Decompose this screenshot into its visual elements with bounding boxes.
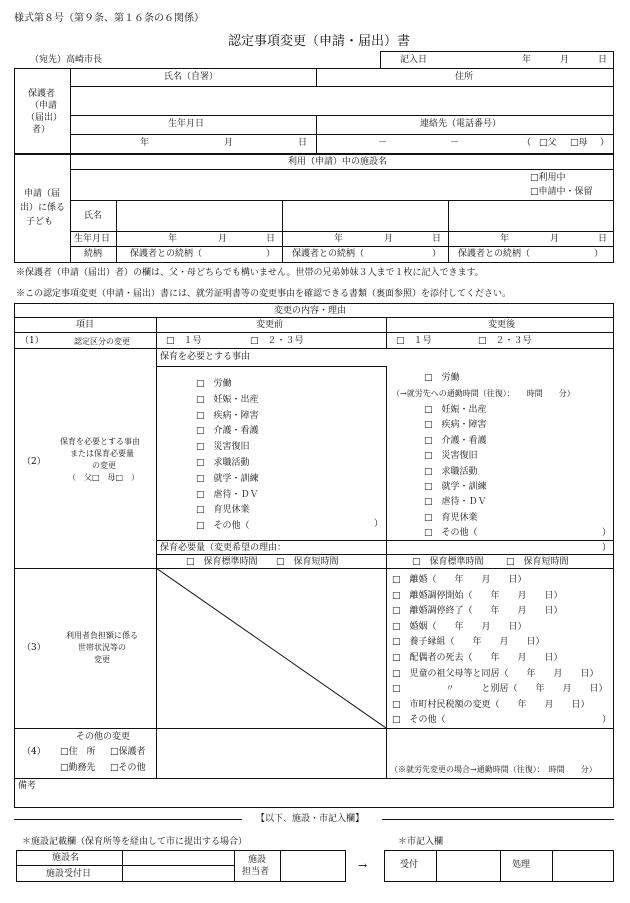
remarks-label: 備考 (18, 781, 37, 791)
guardian-name-label: 氏名（自署） (164, 72, 219, 82)
household-item-label: その他（ (409, 715, 446, 726)
facility-name-label: 施設名 (52, 853, 80, 863)
remarks-field[interactable] (15, 794, 613, 807)
note-1: ※保護者（申請（届出）者）の欄は、父・母どちらでも構いません。世帯の兄弟姉妹３人まで１枚に記入できます。 (16, 268, 484, 278)
before-short-checkbox[interactable] (276, 558, 339, 567)
contact-paren-open: （ (522, 138, 532, 148)
father-checkbox[interactable] (539, 139, 557, 148)
child-birth-label: 生年月日 (74, 234, 111, 244)
row4-num: （4） (22, 747, 46, 757)
household-item-checkbox[interactable] (392, 623, 527, 632)
after-no23-checkbox[interactable] (478, 337, 532, 346)
reason-before-checkbox[interactable] (196, 396, 259, 405)
in-use-checkbox[interactable] (530, 174, 566, 183)
row2-label-3: の変更 (92, 461, 116, 470)
after-short-checkbox[interactable] (506, 558, 569, 567)
guardian-address-field[interactable] (317, 87, 613, 114)
child2-relation: 保護者との続柄（ (292, 249, 365, 259)
household-item-label: 市町村民税額の変更（ 年 月 日） (409, 699, 590, 710)
entry-date-day: 日 (598, 55, 608, 65)
child1-birth-month: 月 (218, 234, 228, 244)
reason-after-label: 労働 (441, 373, 460, 383)
reason-after-label: その他（ (441, 528, 478, 539)
applying-checkbox[interactable] (530, 188, 593, 197)
contact-dash-2: － (450, 138, 460, 148)
household-item-label: 離婚調停開始（ 年 月 日） (409, 590, 563, 601)
guardian-birth-year: 年 (140, 138, 150, 148)
commute-note: （→就労先への通勤時間（往復）： 時間 分） (392, 389, 575, 398)
change-table-title: 変更の内容・理由 (274, 306, 347, 316)
child-name-label: 氏名 (84, 211, 103, 221)
reason-after-label: 求職活動 (441, 466, 478, 477)
household-item-checkbox[interactable] (392, 716, 446, 725)
city-received-label: 受付 (400, 860, 419, 870)
facility-received-label: 施設受付日 (46, 869, 92, 879)
facility-staff-field[interactable] (281, 851, 345, 881)
facility-section-label: ＊施設記載欄（保育所等を経由して市に提出する場合） (22, 837, 248, 847)
row4-note: （※就労先変更の場合→通勤時間（往復）： 時間 分） (390, 765, 597, 774)
child3-relation-close: ） (594, 249, 604, 259)
reason-after-label: 災害復旧 (441, 451, 478, 462)
reason-before-label: 災害復旧 (213, 442, 250, 453)
row3-num: （3） (22, 643, 46, 653)
after-no23-label: ２・３号 (495, 336, 532, 346)
reason-after-label: 妊娠・出産 (441, 405, 487, 415)
household-item-label: 配偶者の死去（ 年 月 日） (409, 653, 563, 663)
reason-before-label: 介護・看護 (213, 426, 259, 437)
reason-before-checkbox[interactable] (196, 459, 250, 468)
reason-before-checkbox[interactable] (196, 443, 250, 452)
city-processed-label: 処理 (512, 860, 531, 870)
child2-birth-day: 日 (432, 234, 442, 244)
child3-relation: 保護者との続柄（ (458, 249, 531, 259)
child1-birth-year: 年 (168, 234, 178, 244)
household-item-checkbox[interactable] (392, 638, 545, 647)
after-no1-label: １号 (413, 336, 432, 346)
reason-after-checkbox[interactable] (424, 374, 460, 383)
reason-after-checkbox[interactable] (424, 437, 487, 446)
reason-before-label: 求職活動 (213, 458, 250, 468)
facility-received-field[interactable] (123, 866, 233, 881)
before-short-label: 保育短時間 (293, 557, 339, 567)
guardian-label-3: （届出） (26, 113, 63, 123)
row1-label: 認定区分の変更 (74, 337, 130, 346)
facility-name-field[interactable] (123, 851, 233, 864)
amount-heading: 保育必要量（変更希望の理由： (160, 543, 287, 553)
row4-guardian-label: 保護者 (118, 747, 146, 757)
applying-label: 申請中・保留 (538, 187, 593, 197)
after-short-label: 保育短時間 (523, 557, 569, 567)
note-2: ※この認定事項変更（申請・届出）書には、就労証明書等の変更事由を確認できる書類（裏面参照）を添付してください。 (16, 289, 512, 299)
reason-after-label: 就学・訓練 (441, 482, 487, 492)
arrow-icon: → (358, 859, 368, 872)
household-item-label: 離婚（ 年 月 日） (409, 575, 527, 585)
col-item: 項目 (76, 320, 95, 330)
reason-after-other-close: ） (602, 528, 612, 538)
household-other-close: ） (602, 715, 612, 725)
guardian-label-1: 保護者 (28, 89, 56, 99)
reason-heading: 保育を必要とする事由 (160, 352, 251, 362)
reason-after-label: 育児休業 (441, 512, 478, 523)
child3-birth-day: 日 (598, 234, 608, 244)
row2-label-1: 保育を必要とする事由 (60, 437, 140, 446)
household-item-checkbox[interactable] (392, 701, 590, 710)
after-standard-label: 保育標準時間 (429, 557, 484, 567)
guardian-contact-label: 連絡先（電話番号） (420, 119, 502, 129)
form-title: 認定事項変更（申請・届出）書 (228, 34, 411, 49)
row1-num: （1） (20, 336, 44, 346)
reason-after-checkbox[interactable] (424, 529, 478, 538)
before-no23-label: ２・３号 (267, 336, 304, 346)
household-item-checkbox[interactable] (392, 685, 608, 694)
before-no1-label: １号 (183, 336, 202, 346)
city-section-label: ＊市記入欄 (398, 837, 444, 847)
reason-before-checkbox[interactable] (196, 380, 232, 389)
reason-before-checkbox[interactable] (196, 506, 250, 515)
reason-after-label: 虐待・ＤＶ (441, 497, 487, 508)
child-facility-label: 利用（申請）中の施設名 (288, 157, 388, 167)
child3-birth-month: 月 (550, 234, 560, 244)
household-item-label: 離婚調停終了（ 年 月 日） (409, 606, 563, 617)
mother-label: 母 (578, 138, 588, 148)
reason-before-checkbox[interactable] (196, 522, 250, 531)
row4-other-label: その他 (118, 763, 146, 773)
form-number: 様式第８号（第９条、第１６条の６関係） (14, 13, 204, 24)
addressee: （宛先）高崎市長 (30, 55, 103, 65)
mother-checkbox[interactable] (570, 139, 588, 148)
guardian-name-field[interactable] (71, 87, 315, 114)
row3-label-2: 世帯状況等の (78, 643, 126, 652)
child-label-1: 申請（届 (24, 189, 61, 199)
household-item-label: 養子縁組（ 年 月 日） (409, 637, 545, 648)
entry-date-month: 月 (560, 55, 570, 65)
row4-work-label: 勤務先 (68, 763, 96, 773)
before-standard-label: 保育標準時間 (203, 557, 258, 567)
city-received-field[interactable] (437, 851, 499, 881)
child1-relation: 保護者との続柄（ (130, 249, 203, 259)
amount-heading-close: ） (602, 543, 612, 553)
reason-before-label: 労働 (213, 379, 232, 389)
reason-before-checkbox[interactable] (196, 412, 259, 421)
guardian-address-label: 住所 (455, 72, 474, 82)
household-item-checkbox[interactable] (392, 592, 563, 601)
row2-label-4: （ 父□ 母□ ） (68, 473, 140, 482)
contact-paren-close: ） (600, 138, 610, 148)
row4-other-checkbox[interactable] (110, 764, 146, 773)
household-item-checkbox[interactable] (392, 576, 527, 585)
reason-before-label: その他（ (213, 521, 250, 532)
reason-after-checkbox[interactable] (424, 498, 487, 507)
city-processed-field[interactable] (553, 851, 613, 881)
before-no1-checkbox[interactable] (166, 337, 202, 346)
reason-before-label: 疾病・障害 (213, 410, 259, 421)
child-relation-label: 続柄 (84, 249, 103, 259)
reason-after-checkbox[interactable] (424, 421, 487, 430)
child1-relation-close: ） (266, 249, 276, 259)
household-item-label: 〃 と別居（ 年 月 日） (409, 684, 608, 695)
facility-staff-label-1: 施設 (248, 855, 267, 865)
row3-label-3: 変更 (94, 655, 110, 664)
before-no23-checkbox[interactable] (250, 337, 304, 346)
in-use-label: 利用中 (538, 173, 566, 183)
child1-birth-day: 日 (266, 234, 276, 244)
row3-before-diagonal (156, 568, 386, 728)
after-standard-checkbox[interactable] (412, 558, 484, 567)
child3-birth-year: 年 (500, 234, 510, 244)
col-after: 変更後 (488, 320, 516, 330)
before-standard-checkbox[interactable] (186, 558, 258, 567)
row2-label-2: または保育必要量 (70, 449, 134, 458)
household-item-checkbox[interactable] (392, 607, 563, 616)
reason-after-checkbox[interactable] (424, 468, 478, 477)
row3-label-1: 利用者負担額に係る (66, 631, 138, 640)
child-label-3: 子ども (26, 217, 54, 227)
reason-before-other-close: ） (374, 519, 384, 529)
row4-address-label: 住 所 (68, 747, 96, 757)
reason-after-checkbox[interactable] (424, 452, 478, 461)
row4-work-checkbox[interactable] (60, 764, 96, 773)
reason-before-checkbox[interactable] (196, 475, 259, 484)
guardian-birth-label: 生年月日 (168, 119, 205, 129)
reason-before-label: 妊娠・出産 (213, 394, 259, 405)
entry-date-label: 記入日 (400, 55, 428, 65)
row4-address-checkbox[interactable] (60, 748, 96, 757)
guardian-label-4: 者） (32, 125, 51, 135)
guardian-label-2: （申請 (30, 101, 58, 111)
entry-date-year: 年 (522, 55, 532, 65)
footer-divider: 【以下、施設・市記入欄】 (256, 814, 365, 824)
child2-birth-year: 年 (334, 234, 344, 244)
reason-after-checkbox[interactable] (424, 483, 487, 492)
reason-before-label: 育児休業 (213, 505, 250, 516)
facility-staff-label-2: 担当者 (242, 867, 270, 877)
reason-after-label: 介護・看護 (441, 435, 487, 446)
child2-relation-close: ） (432, 249, 442, 259)
child-label-2: 出）に係る (20, 203, 66, 213)
after-no1-checkbox[interactable] (396, 337, 432, 346)
household-item-label: 婚姻（ 年 月 日） (409, 621, 527, 632)
household-item-checkbox[interactable] (392, 654, 563, 663)
reason-before-label: 就学・訓練 (213, 473, 259, 484)
father-label: 父 (547, 138, 557, 148)
child2-birth-month: 月 (384, 234, 394, 244)
reason-after-checkbox[interactable] (424, 406, 487, 415)
guardian-birth-month: 月 (224, 138, 234, 148)
household-item-checkbox[interactable] (392, 670, 599, 679)
guardian-birth-day: 日 (298, 138, 308, 148)
reason-before-label: 虐待・ＤＶ (213, 489, 259, 500)
row4-guardian-checkbox[interactable] (110, 748, 146, 757)
reason-after-checkbox[interactable] (424, 514, 478, 523)
col-before: 変更前 (256, 320, 284, 330)
household-item-label: 児童の祖父母等と同居（ 年 月 日） (409, 668, 599, 679)
reason-before-checkbox[interactable] (196, 491, 259, 500)
contact-dash-1: － (378, 138, 388, 148)
row2-num: （2） (22, 457, 46, 467)
reason-before-checkbox[interactable] (196, 427, 259, 436)
reason-after-label: 疾病・障害 (441, 420, 487, 431)
row4-label: その他の変更 (76, 732, 131, 742)
